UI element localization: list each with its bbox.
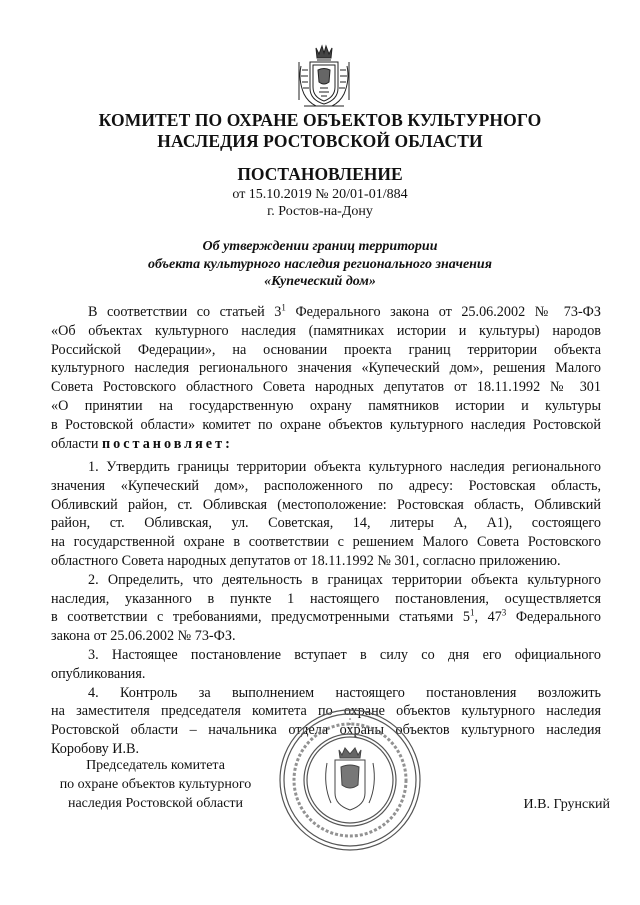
document-city: г. Ростов-на-Дону bbox=[267, 204, 373, 219]
text-line: Российской Федерации», на основании проекта границ территории объекта bbox=[51, 341, 601, 358]
text-line: областного Совета народных депутатов от 18.11.1992 № 301, согласно приложению. bbox=[51, 552, 561, 569]
text-line: В соответствии со статьей $3^1$ Федерального закона от 25.06.2002 № 73-ФЗ bbox=[88, 303, 601, 320]
text-line: на государственной охране в соответствии с решением Малого Совета Ростовского bbox=[51, 534, 601, 551]
text-line: Ростовской области – начальника отдела охраны объектов культурного наследия bbox=[51, 722, 601, 739]
signatory-name: И.В. Грунский bbox=[523, 797, 610, 812]
subject-line: «Купеческий дом» bbox=[264, 274, 376, 289]
position-line: наследия Ростовской области bbox=[67, 796, 244, 811]
text-line: «О принятии на государственную охрану памятников истории и культуры bbox=[51, 397, 601, 414]
text-line: район, ст. Обливская, ул. Советская, 14, литеры А, А1), состоящего bbox=[51, 515, 601, 532]
text-line: опубликования. bbox=[51, 665, 146, 682]
text-line: 3. Настоящее постановление вступает в силу со дня его официального bbox=[88, 646, 601, 663]
preamble-paragraph bbox=[51, 303, 601, 453]
document-type: ПОСТАНОВЛЕНИЕ bbox=[237, 164, 403, 184]
text-line: Совета Ростовского областного Совета народных депутатов от 18.11.1992 № 301 bbox=[51, 379, 601, 396]
text-line: «Об объектах культурного наследия (памятниках истории и культуры) народов bbox=[51, 322, 601, 339]
text-line: области постановляет: bbox=[51, 435, 233, 452]
text-line: культурного наследия регионального значения «Купеческий дом», решения Малого bbox=[51, 360, 601, 377]
position-line: Председатель комитета bbox=[86, 758, 225, 773]
rostov-oblast-coat-of-arms-icon bbox=[296, 40, 352, 110]
text-line: в соответствии с требованиями, предусмотренными статьями $5^1$, $47^3$ Федерального bbox=[51, 608, 601, 626]
decree-keyword: постановляет: bbox=[101, 435, 233, 452]
document-subject bbox=[100, 238, 540, 291]
document-date-number: от 15.10.2019 № 20/01-01/884 bbox=[232, 187, 408, 202]
official-round-seal-icon bbox=[275, 705, 425, 855]
text-line: 1. Утвердить границы территории объекта культурного наследия регионального bbox=[88, 459, 601, 475]
subject-line: объекта культурного наследия регионального значения bbox=[148, 256, 492, 272]
text-line: наследия, указанного в пункте 1 настоящего постановления, осуществляется bbox=[51, 590, 601, 607]
text-line: значения «Купеческий дом», расположенного по адресу: Ростовская область, bbox=[51, 477, 601, 494]
text-line: в Ростовской области» комитет по охране объектов культурного наследия Ростовской bbox=[51, 416, 601, 433]
position-line: по охране объектов культурного bbox=[59, 777, 252, 792]
org-title-line: НАСЛЕДИЯ РОСТОВСКОЙ ОБЛАСТИ bbox=[157, 131, 483, 151]
subject-line: Об утверждении границ территории bbox=[202, 239, 438, 254]
text-line: 4. Контроль за выполнением настоящего постановления возложить bbox=[88, 684, 601, 701]
text-line: Обливский район, ст. Обливская (местоположение: Ростовская область, Обливский bbox=[51, 496, 601, 513]
signatory-position bbox=[48, 756, 263, 813]
organization-title bbox=[60, 110, 580, 152]
text-line: 2. Определить, что деятельность в границах территории объекта культурного bbox=[88, 571, 601, 588]
text-line: закона от 25.06.2002 № 73-ФЗ. bbox=[51, 628, 236, 645]
text-line: на заместителя председателя комитета по охране объектов культурного наследия bbox=[51, 703, 601, 720]
org-title-line: КОМИТЕТ ПО ОХРАНЕ ОБЪЕКТОВ КУЛЬТУРНОГО bbox=[98, 110, 542, 130]
text-line: Коробову И.В. bbox=[51, 740, 140, 757]
